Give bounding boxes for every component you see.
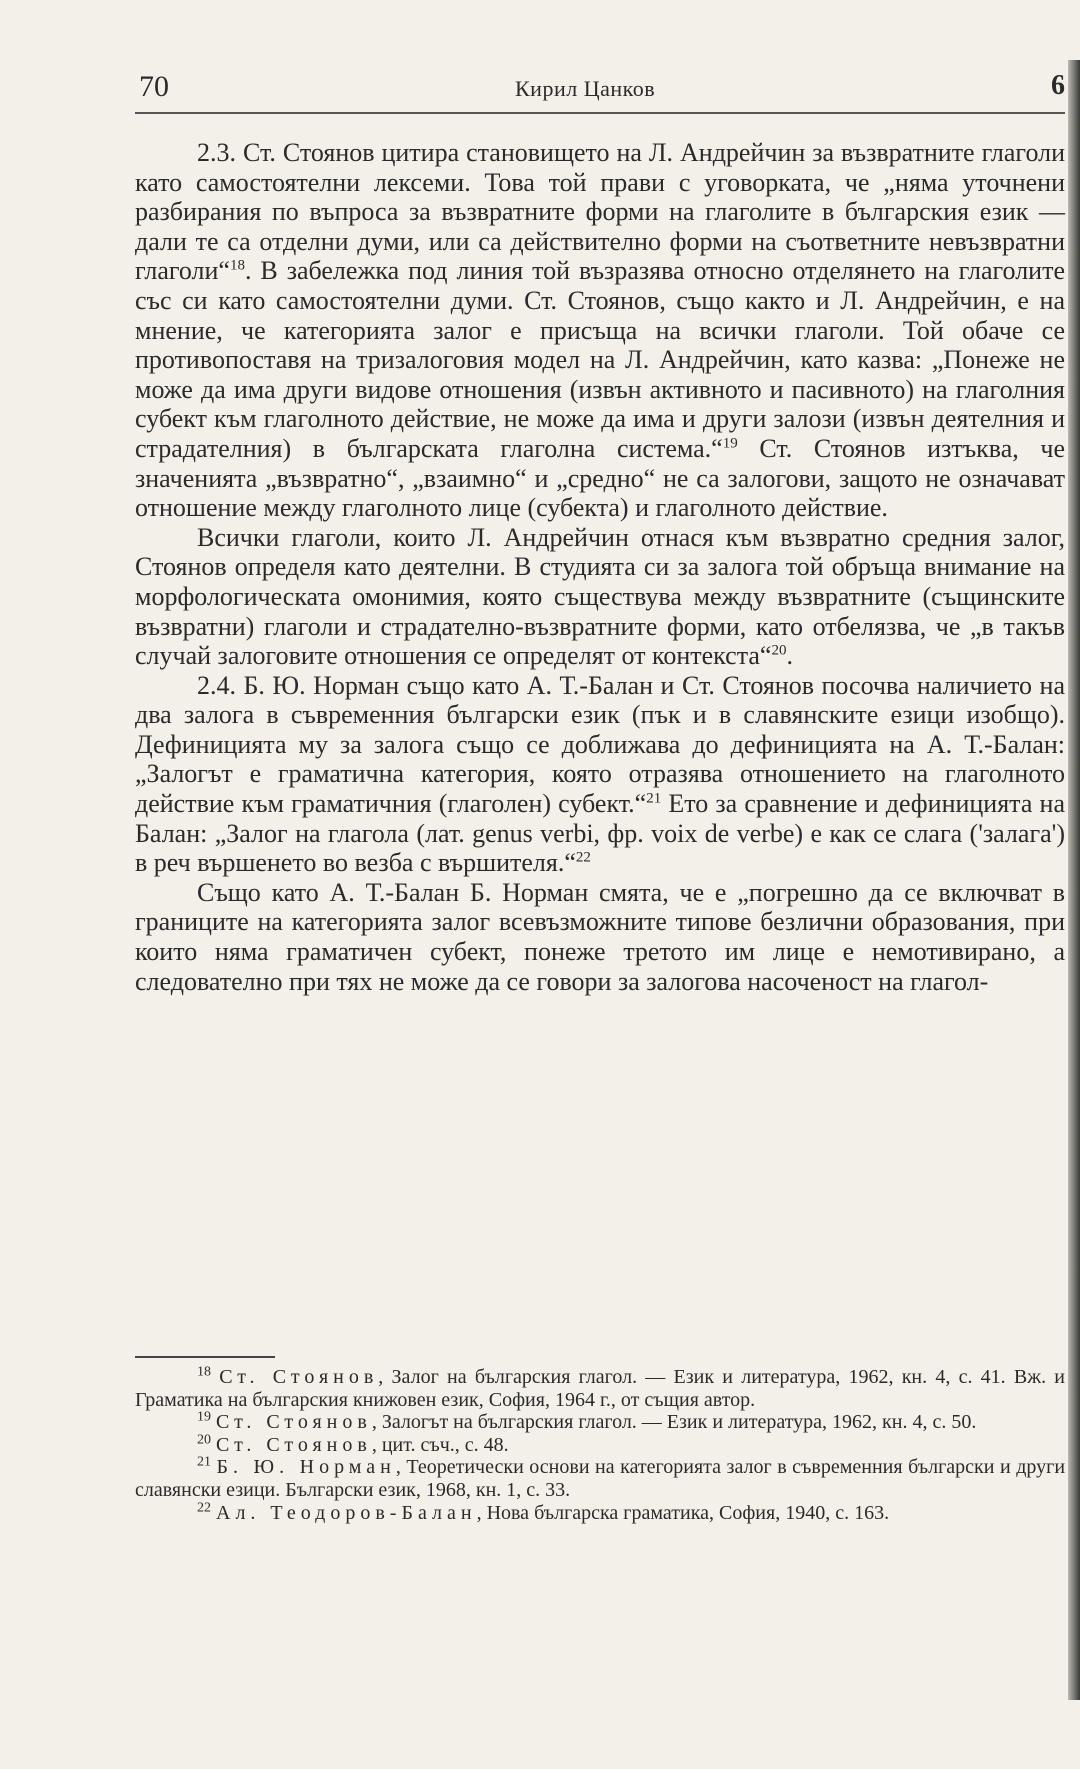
- main-text: [135, 138, 1065, 996]
- footnote-21: $^{21}$ Б. Ю. Норман, Теоретически основи на категорията залог в съвременния български и други славянски езици. Български език, 1968, кн. 1, с. 33.: [135, 1454, 1066, 1501]
- footnote-22: $^{22}$ Ал. Теодоров-Балан, Нова българска граматика, София, 1940, с. 163.: [197, 1499, 890, 1524]
- paragraph-sashto: Също като А. Т.-Балан Б. Норман смята, че е „погрешно да се включват в границите на категорията залог всевъзможните типове безлични образования, при които няма граматичен субект, понеже третото им лице е немотивирано, а следователно при тях не може да се говори за залогова насоченост на глагол-: [135, 877, 1065, 996]
- paragraph-vsichki: Всички глаголи, които Л. Андрейчин отнася към възвратно средния залог, Стоянов определя като деятелни. В студията си за залога той обръща внимание на морфологическата омонимия, която съществува между възвратните (същинските възвратни) глаголи и страдателно-възвратните форми, като отбелязва, че „в такъв случай залоговите отношения се определят от контекста“$^{20}$.: [135, 522, 1065, 671]
- facing-page-number: 6: [1051, 70, 1065, 101]
- footnote-20: $^{20}$ Ст. Стоянов, цит. съч., с. 48.: [197, 1432, 509, 1456]
- footnote-ref-22[interactable]: 22: [575, 849, 591, 866]
- footnote-rule: [135, 1356, 275, 1358]
- page-header: [135, 70, 1065, 110]
- paragraph-2-3: 2.3. Ст. Стоянов цитира становището на Л. Андрейчин за възвратните глаголи като самостоятелни лексеми. Това той прави с уговорката, че „няма уточнени разбирания по въпроса за възвратните форми на глаголите в българския език — дали те са отделни думи, или са действително форми на съответните невъзвратни глаголи“$^{18}$. В забележка под линия той възразява относно отделянето на глаголите със си като самостоятелни думи. Ст. Стоянов, също както и Л. Андрейчин, е на мнение, че категорията залог е присъща на всички глаголи. Той обаче се противопоставя на тризалоговия модел на Л. Андрейчин, като казва: „Понеже не може да има други видове отношения (извън активното и пасивното) на глаголния субект към глаголното действие, не може да има и други залози (извън деятелния и страдателния) в българската глаголна система.“$^{19}$ Ст. Стоянов изтъква, че значенията „възвратно“, „взаимно“ и „средно“ не са залогови, защото не означават отношение между глаголното лице (субекта) и глаголното действие.: [135, 138, 1065, 523]
- header-rule: [135, 112, 1065, 114]
- footnote-ref-18[interactable]: 18: [229, 257, 245, 274]
- footnote-ref-19[interactable]: 19: [722, 435, 738, 452]
- running-head: Кирил Цанков: [515, 76, 656, 101]
- footnotes: [135, 1366, 1065, 1524]
- page-number: 70: [139, 70, 169, 103]
- footnote-19: $^{19}$ Ст. Стоянов, Залогът на българския глагол. — Език и литература, 1962, кн. 4, с. 50.: [197, 1409, 977, 1434]
- paragraph-2-4: 2.4. Б. Ю. Норман също като А. Т.-Балан и Ст. Стоянов посочва наличието на два залога в съвременния български език (пък и в славянските езици изобщо). Дефиницията му за залога също се доближава до дефиницията на А. Т.-Балан: „Залогът е граматична категория, която отразява отношението на глаголното действие към граматичния (глаголен) субект.“$^{21}$ Ето за сравнение и дефиницията на Балан: „Залог на глагола (лат. genus verbi, фр. voix de verbe) е как се слага ('залага') в реч вършенето во везба с вършителя.“$^{22}$: [135, 670, 1065, 878]
- footnote-ref-20[interactable]: 20: [771, 642, 787, 659]
- footnote-18: $^{18}$ Ст. Стоянов, Залог на българския глагол. — Език и литература, 1962, кн. 4, с. 41. Вж. и Граматика на българския книжовен език, София, 1964 г., от същия автор.: [135, 1364, 1065, 1411]
- page-edge-shadow: [1068, 60, 1080, 1700]
- footnote-ref-21[interactable]: 21: [646, 790, 662, 807]
